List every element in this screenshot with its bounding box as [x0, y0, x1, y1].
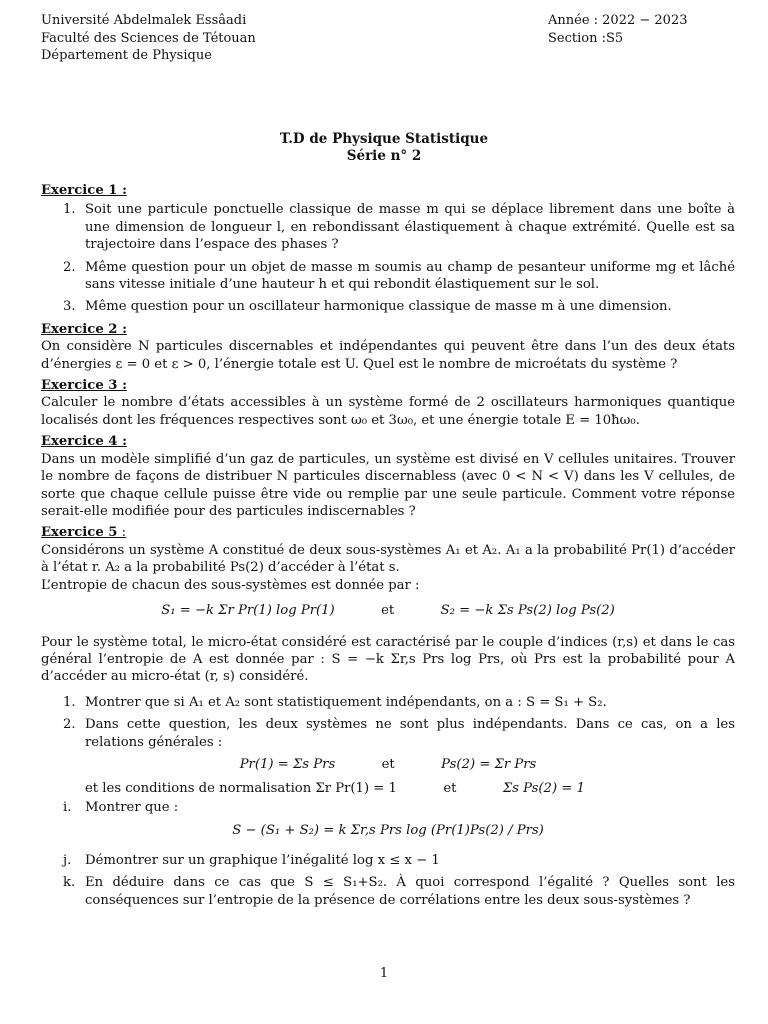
- equation-s1: S₁ = −k Σr Pr(1) log Pr(1): [161, 602, 335, 618]
- exercise-4-heading: Exercice 4 :: [41, 434, 127, 450]
- exercise-5-intro: Considérons un système A constitué de deux sous-systèmes A₁ et A₂. A₁ a la probabilité Pr(1) d’accéder à l’état r. A₂ a la probabilité Ps(2) d’accéder à l’état s.: [41, 542, 735, 576]
- equation-marginals: [41, 756, 735, 774]
- exercise-3-heading: Exercice 3 :: [41, 378, 127, 394]
- exercise-5-total-system: Pour le système total, le micro-état considéré est caractérisé par le couple d’indices (r,s) et dans le cas général l’entropie de A est donnée par : S = −k Σr,s Prs log Prs, où Prs est la probabilité pour A d’accéder au micro-état (r, s) considéré.: [41, 634, 735, 685]
- doc-title: T.D de Physique Statistique: [279, 131, 489, 147]
- equation-pr1: Pr(1) = Σs Prs: [239, 756, 336, 772]
- exercise-3-text: Calculer le nombre d’états accessibles à un système formé de 2 oscillateurs harmoniques quantique localisés dont les fréquences respectives sont ω₀ et 3ω₀, et une énergie totale E = 10ħω₀.: [41, 395, 735, 428]
- section: Section :S5: [548, 30, 624, 46]
- header-institution: [41, 12, 256, 65]
- university-name: Université Abdelmalek Essâadi: [41, 13, 247, 28]
- equation-connector: et: [381, 756, 395, 772]
- main-content: [41, 182, 735, 914]
- exercise-4-text: Dans un modèle simplifié d’un gaz de particules, un système est divisé en V cellules unitaires. Trouver le nombre de façons de distribuer N particules discernabless (avec 0 < N < V) dans les V cellules, de sorte que chaque cellule puisse être vide ou remplie par une seule particule. Comment votre réponse serait-elle modifiée pour des particules indiscernables ?: [41, 451, 735, 519]
- doc-subtitle: Série n° 2: [346, 148, 422, 164]
- exercise-1-heading: Exercice 1 :: [41, 183, 127, 198]
- normalization-conditions: et les conditions de normalisation Σr Pr(1) = 1 et Σs Ps(2) = 1: [85, 780, 585, 796]
- page-number: 1: [379, 966, 389, 981]
- question-2-sublist: [41, 799, 735, 816]
- list-item: 2. Dans cette question, les deux systèmes ne sont plus indépendants. Dans ce cas, on a les relations générales :: [63, 717, 735, 750]
- list-item: k. En déduire dans ce cas que S ≤ S₁+S₂. À quoi correspond l’égalité ? Quelles sont les conséquences sur l’entropie de la présence de corrélations entre les deux sous-systèmes ?: [63, 875, 735, 908]
- list-item: j. Démontrer sur un graphique l’inégalité log x ≤ x − 1: [63, 852, 440, 868]
- header-session: [548, 12, 688, 47]
- list-item: 1. Montrer que si A₁ et A₂ sont statistiquement indépendants, on a : S = S₁ + S₂.: [63, 694, 607, 710]
- equation-ps2: Ps(2) = Σr Prs: [441, 756, 537, 772]
- exercise-5-entropy-intro: L’entropie de chacun des sous-systèmes est donnée par :: [41, 577, 420, 593]
- faculty-name: Faculté des Sciences de Tétouan: [41, 30, 256, 46]
- list-item: 1. Soit une particule ponctuelle classique de masse m qui se déplace librement dans une boîte à une dimension de longueur l, en rebondissant élastiquement à chaque extrémité. Quelle est sa trajectoire dans l’espace des phases ?: [63, 202, 735, 253]
- list-item: 3. Même question pour un oscillateur harmonique classique de masse m à une dimension.: [63, 299, 672, 315]
- exercise-1-list: [41, 201, 735, 315]
- exercise-2-text: On considère N particules discernables et indépendantes qui peuvent être dans l’un des deux états d’énergies ε = 0 et ε > 0, l’énergie totale est U. Quel est le nombre de microétats du système ?: [41, 339, 735, 372]
- exercise-2-heading: Exercice 2 :: [41, 321, 127, 337]
- academic-year: Année : 2022 − 2023: [548, 13, 688, 28]
- equation-entropy-difference: S − (S₁ + S₂) = k Σr,s Prs log (Pr(1)Ps(2) / Prs): [232, 823, 544, 839]
- equation-connector: et: [381, 602, 395, 618]
- list-item: i. Montrer que :: [63, 800, 179, 815]
- exercise-5-list: [41, 694, 735, 751]
- equation-s2: S₂ = −k Σs Ps(2) log Ps(2): [440, 602, 615, 618]
- exercise-5-heading: Exercice 5 :: [41, 525, 127, 541]
- question-2-sublist-continued: [41, 852, 735, 909]
- equation-subsystem-entropy: [41, 602, 735, 620]
- list-item: 2. Même question pour un objet de masse m soumis au champ de pesanteur uniforme mg et lâché sans vitesse initiale d’une hauteur h et qui rebondit élastiquement sur le sol.: [63, 259, 735, 293]
- department-name: Département de Physique: [41, 48, 212, 63]
